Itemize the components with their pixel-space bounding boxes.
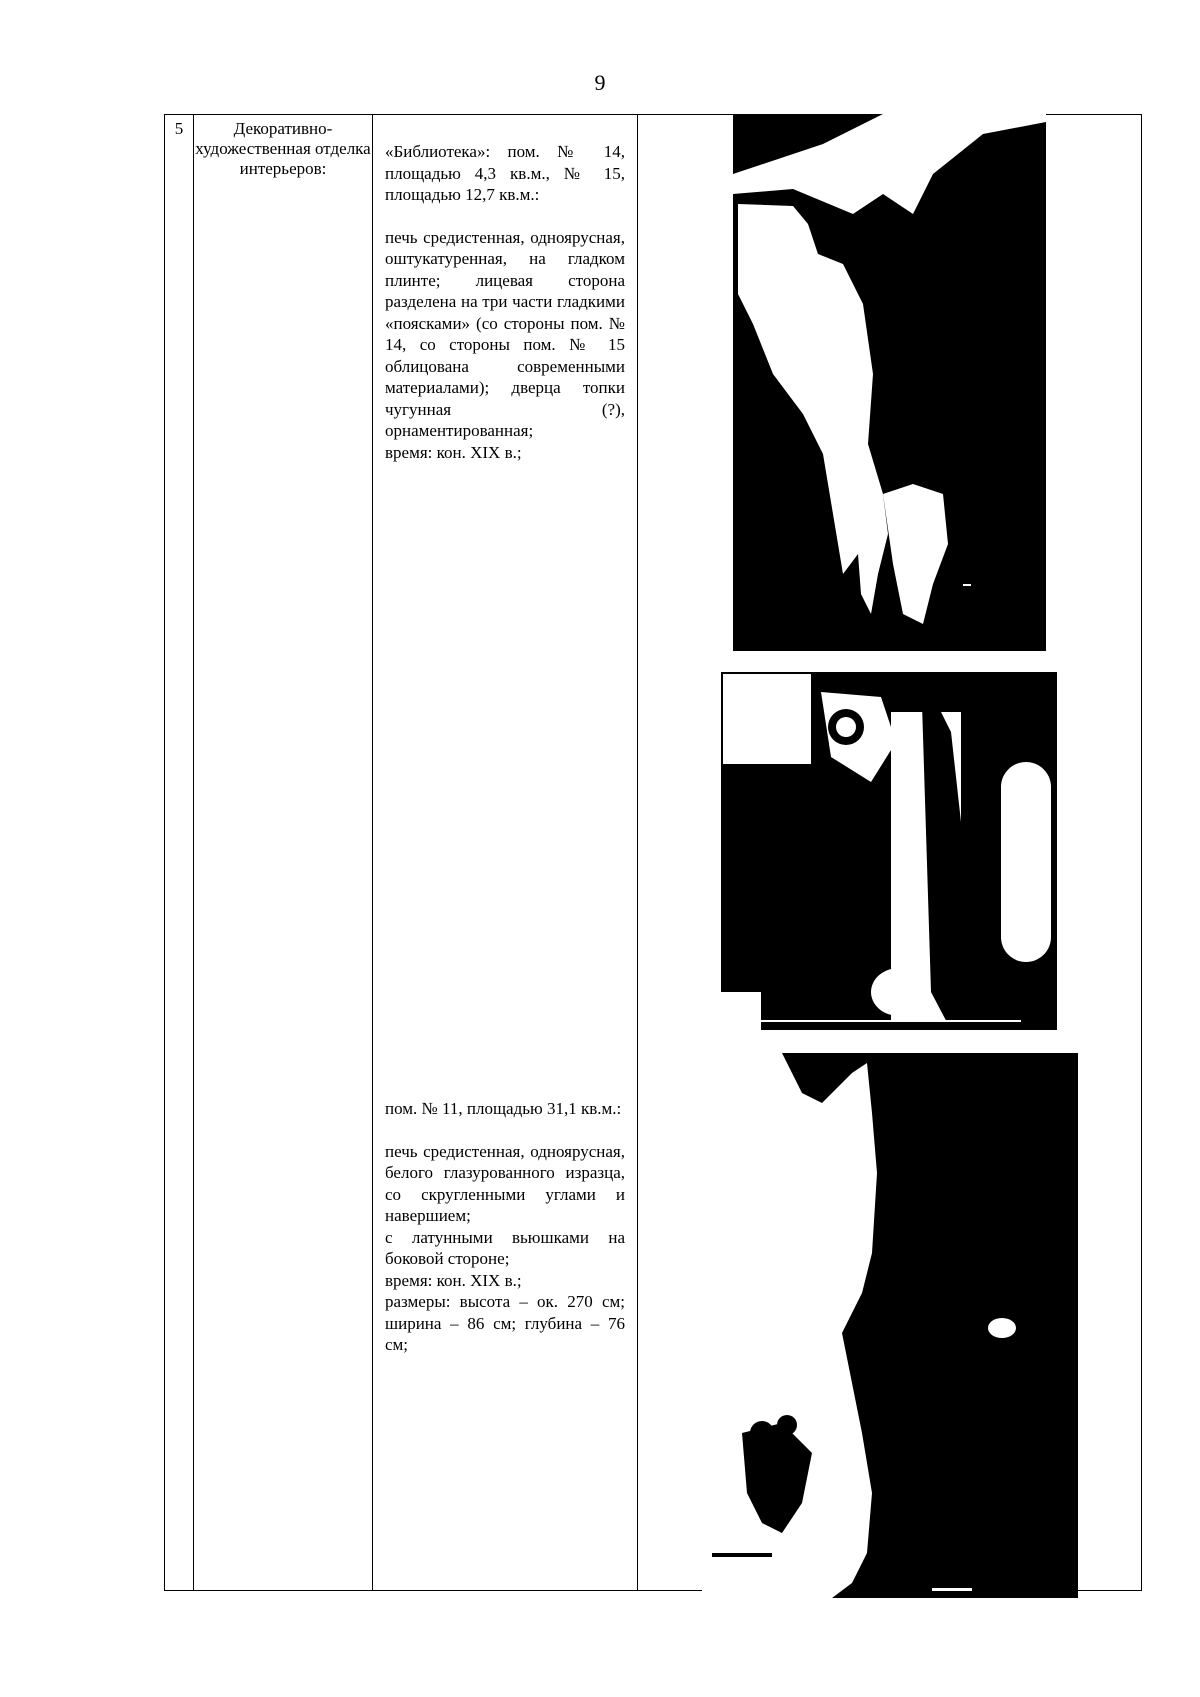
room-info-1: «Библиотека»: пом. № 14, площадью 4,3 кв.м., № 15, площадью 12,7 кв.м.: <box>385 142 625 204</box>
stove-photo-3 <box>702 1053 1078 1598</box>
description-cell <box>373 115 638 1591</box>
category-label: Декоративно-художественная отделка интерьеров: <box>195 119 371 178</box>
page-number: 9 <box>594 70 606 95</box>
room-info-2: пом. № 11, площадью 31,1 кв.м.: <box>385 1099 622 1118</box>
brass-detail-2: с латунными вьюшками на боковой стороне; <box>385 1227 625 1268</box>
period-1: время: кон. XIX в.; <box>385 442 522 462</box>
stove-photo-2 <box>721 672 1057 1030</box>
period-2: время: кон. XIX в.; <box>385 1270 522 1290</box>
monument-table <box>164 114 1142 1591</box>
category-cell <box>194 115 373 1591</box>
stove-description-1: печь средистенная, одноярусная, оштукатуренная, на гладком плинте; лицевая сторона разделена на три части гладкими «поясками» (со стороны пом. № 14, со стороны пом. № 15 облицована современными материалами); дверца топки чугунная (?), орнаментированная; <box>385 227 625 440</box>
description-block-1 <box>385 141 625 463</box>
table-row <box>165 115 1142 1591</box>
stove-photo-1 <box>733 114 1046 651</box>
description-block-2 <box>385 1098 625 1356</box>
stove-description-2: печь средистенная, одноярусная, белого глазурованного изразца, со скругленными углами и навершием; <box>385 1141 625 1225</box>
photo-cell <box>638 115 1142 1591</box>
row-number: 5 <box>165 115 194 1591</box>
dimensions-2: размеры: высота – ок. 270 см; ширина – 86 см; глубина – 76 см; <box>385 1292 625 1354</box>
